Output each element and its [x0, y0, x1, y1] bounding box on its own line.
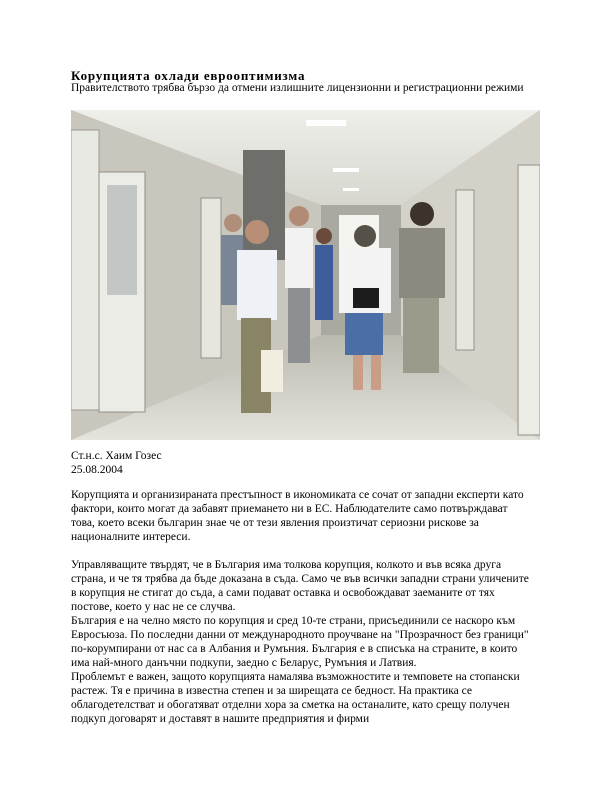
- paragraph: България е на челно място по корупция и сред 10-те страни, присъединили се наскоро към Евросъюза. По последни данни от международното проучване на "Прозрачност без граници" по-корумпирани от нас са в Албания и Румъния. България е в списъка на страните, в които има най-много данъчни подкупи, заедно с Беларус, Румъния и Латвия.: [71, 615, 529, 669]
- author: Ст.н.с. Хаим Гозес: [71, 450, 162, 462]
- article-photo: [71, 110, 540, 440]
- paragraph: Корупцията и организираната престъпност в икономиката се сочат от западни експерти като фактори, които могат да забавят приемането ни в ЕС. Наблюдателите само потвърждават това, което всеки българин знае че от тези явления произтичат сериозни рискове за националните интереси.: [71, 489, 524, 543]
- byline: [71, 449, 162, 477]
- article-body: [71, 488, 533, 726]
- publish-date: 25.08.2004: [71, 464, 123, 476]
- paragraph: Проблемът е важен, защото корупцията намалява възможностите и темповете на стопански растеж. Тя е причина в известна степен и за ширещата се бедност. На практика се облагодетелстват и обогатяват отделни хора за сметка на останалите, като срещу получен подкуп договарят и доставят в нашите предприятия и фирми: [71, 671, 520, 725]
- article-subtitle: Правителството трябва бързо да отмени излишните лицензионни и регистрационни режими: [71, 82, 524, 94]
- hallway-photo-illustration: [71, 110, 540, 440]
- paragraph: Управляващите твърдят, че в България има толкова корупция, колкото и във всяка друга страна, и че тя трябва да бъде доказана в съда. Само че във всички западни страни уличените в корупция не стигат до съда, а сами подават оставка и освобождават заеманите от тях постове, което у нас не се случва.: [71, 559, 529, 613]
- article-title: Корупцията охлади еврооптимизма: [71, 68, 306, 83]
